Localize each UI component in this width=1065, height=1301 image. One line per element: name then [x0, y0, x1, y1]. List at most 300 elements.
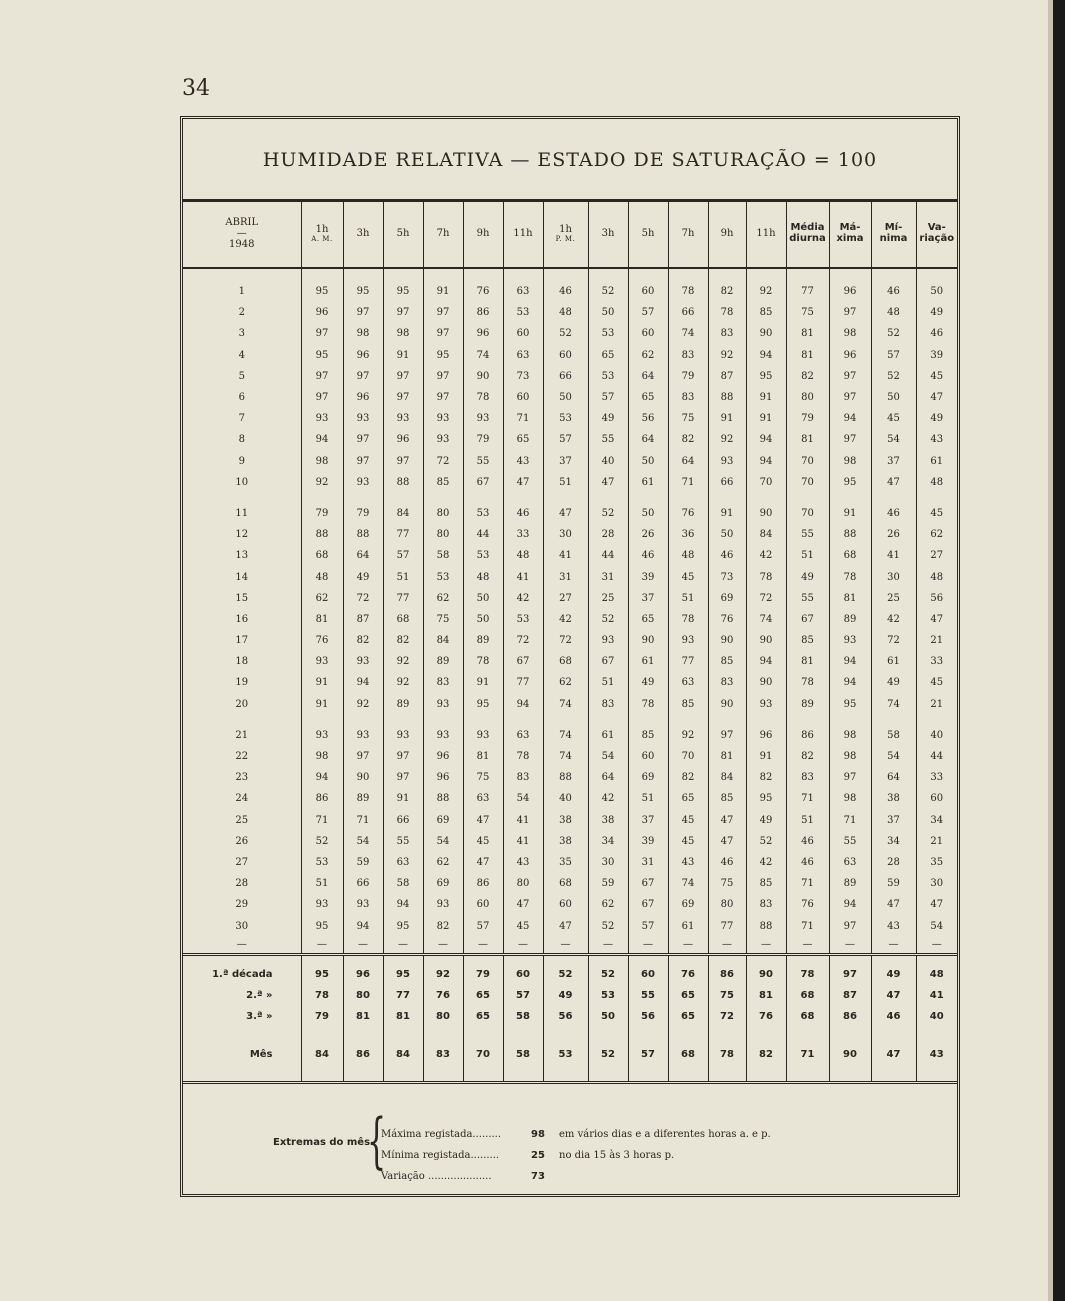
- maxima-header: [829, 199, 871, 268]
- gap-cell: [463, 493, 503, 503]
- value-cell: 37: [871, 810, 916, 831]
- value-cell: 57: [871, 345, 916, 366]
- gap-cell: [423, 493, 463, 503]
- value-cell: 93: [343, 651, 383, 672]
- value-cell: 98: [383, 323, 423, 344]
- gap-cell: [423, 1027, 463, 1035]
- value-cell: 53: [301, 852, 343, 873]
- summary-value: 57: [628, 1035, 668, 1083]
- hour-label: 9h: [476, 227, 490, 239]
- value-cell: 77: [383, 524, 423, 545]
- value-cell: 41: [503, 831, 543, 852]
- value-cell: 75: [668, 408, 708, 429]
- value-cell: 53: [543, 408, 588, 429]
- day-cell: 16: [235, 613, 249, 625]
- value-cell: 84: [423, 630, 463, 651]
- value-cell: 64: [668, 451, 708, 472]
- hour-label: 3h: [356, 227, 370, 239]
- value-cell: 45: [916, 503, 957, 524]
- value-cell: 43: [503, 852, 543, 873]
- humidity-table: [183, 199, 957, 1084]
- gap-cell: [628, 715, 668, 725]
- summary-value: 41: [916, 985, 957, 1006]
- value-cell: 93: [423, 894, 463, 915]
- value-cell: 91: [829, 503, 871, 524]
- scan-border: [1053, 0, 1065, 1301]
- dash-cell: —: [871, 937, 916, 955]
- summary-value: 71: [786, 1035, 829, 1083]
- value-cell: 95: [746, 366, 786, 387]
- value-cell: 95: [301, 268, 343, 302]
- gap-cell: [503, 493, 543, 503]
- value-cell: 90: [746, 503, 786, 524]
- value-cell: 91: [463, 672, 503, 693]
- gap-cell: [668, 493, 708, 503]
- table-row: [183, 566, 957, 587]
- value-cell: 93: [343, 894, 383, 915]
- value-cell: 94: [343, 915, 383, 936]
- value-cell: 91: [746, 387, 786, 408]
- value-cell: 53: [503, 609, 543, 630]
- value-cell: 42: [871, 609, 916, 630]
- value-cell: 67: [588, 651, 628, 672]
- gap-cell: [301, 1027, 343, 1035]
- value-cell: 45: [871, 408, 916, 429]
- value-cell: 90: [746, 672, 786, 693]
- summary-value: 47: [871, 1035, 916, 1083]
- table-row: [183, 609, 957, 630]
- value-cell: 46: [916, 323, 957, 344]
- value-cell: 82: [746, 767, 786, 788]
- value-cell: 72: [343, 588, 383, 609]
- dash-cell: —: [668, 937, 708, 955]
- day-cell: 9: [238, 455, 245, 467]
- value-cell: 21: [916, 831, 957, 852]
- hour-header: [588, 199, 628, 268]
- value-cell: 97: [829, 915, 871, 936]
- gap-cell: [503, 715, 543, 725]
- month-header: [183, 199, 301, 268]
- value-cell: 74: [543, 694, 588, 715]
- value-cell: 85: [786, 630, 829, 651]
- value-cell: 77: [503, 672, 543, 693]
- value-cell: 64: [343, 545, 383, 566]
- gap-cell: [343, 715, 383, 725]
- value-cell: 52: [871, 366, 916, 387]
- gap-cell: [301, 715, 343, 725]
- value-cell: 97: [301, 323, 343, 344]
- value-cell: 63: [503, 268, 543, 302]
- value-cell: 46: [628, 545, 668, 566]
- value-cell: 58: [871, 725, 916, 746]
- value-cell: 82: [786, 746, 829, 767]
- dash-cell: —: [628, 937, 668, 955]
- value-cell: 28: [871, 852, 916, 873]
- value-cell: 83: [708, 672, 746, 693]
- value-cell: 95: [463, 694, 503, 715]
- value-cell: 81: [786, 651, 829, 672]
- value-cell: 88: [543, 767, 588, 788]
- value-cell: 78: [668, 268, 708, 302]
- value-cell: 50: [628, 503, 668, 524]
- value-cell: 79: [463, 429, 503, 450]
- value-cell: 93: [423, 429, 463, 450]
- gap-cell: [301, 493, 343, 503]
- extreme-key: Variação ....................: [381, 1171, 492, 1182]
- value-cell: 93: [343, 725, 383, 746]
- value-cell: 40: [588, 451, 628, 472]
- value-cell: 83: [588, 694, 628, 715]
- value-cell: 38: [543, 831, 588, 852]
- value-cell: 77: [786, 268, 829, 302]
- summary-value: 46: [871, 1006, 916, 1027]
- day-cell: 30: [235, 920, 249, 932]
- table-row: [183, 524, 957, 545]
- value-cell: 94: [829, 651, 871, 672]
- value-cell: 68: [543, 651, 588, 672]
- summary-value: 72: [708, 1006, 746, 1027]
- summary-value: 76: [746, 1006, 786, 1027]
- maxima-label-2: xima: [836, 233, 864, 244]
- dash-cell: —: [383, 937, 423, 955]
- value-cell: 52: [871, 323, 916, 344]
- day-cell: 3: [238, 328, 245, 340]
- value-cell: 85: [708, 788, 746, 809]
- value-cell: 98: [343, 323, 383, 344]
- summary-value: 79: [463, 954, 503, 985]
- value-cell: 96: [829, 345, 871, 366]
- value-cell: 91: [708, 408, 746, 429]
- value-cell: 83: [668, 345, 708, 366]
- value-cell: 48: [916, 472, 957, 493]
- value-cell: 86: [463, 873, 503, 894]
- hour-label: 7h: [681, 227, 695, 239]
- hour-label: 5h: [641, 227, 655, 239]
- value-cell: 97: [343, 451, 383, 472]
- gap-cell: [588, 1027, 628, 1035]
- dash-row: [183, 937, 957, 955]
- day-cell: 22: [235, 751, 249, 763]
- value-cell: 61: [668, 915, 708, 936]
- value-cell: 71: [301, 810, 343, 831]
- value-cell: 96: [463, 323, 503, 344]
- value-cell: 97: [423, 387, 463, 408]
- value-cell: 66: [543, 366, 588, 387]
- value-cell: 46: [503, 503, 543, 524]
- value-cell: 97: [829, 767, 871, 788]
- summary-value: 65: [463, 1006, 503, 1027]
- value-cell: 46: [871, 268, 916, 302]
- value-cell: 98: [829, 788, 871, 809]
- value-cell: 47: [708, 810, 746, 831]
- value-cell: 63: [503, 345, 543, 366]
- value-cell: 84: [746, 524, 786, 545]
- value-cell: 87: [343, 609, 383, 630]
- gap-cell: [463, 715, 503, 725]
- day-cell: 20: [235, 698, 249, 710]
- value-cell: 90: [746, 630, 786, 651]
- value-cell: 92: [383, 651, 423, 672]
- value-cell: 41: [503, 810, 543, 831]
- value-cell: 53: [423, 566, 463, 587]
- value-cell: 52: [746, 831, 786, 852]
- summary-value: 53: [543, 1035, 588, 1083]
- value-cell: 25: [588, 588, 628, 609]
- value-cell: 50: [463, 588, 503, 609]
- extreme-value: 25: [531, 1150, 545, 1161]
- value-cell: 45: [668, 810, 708, 831]
- value-cell: 82: [343, 630, 383, 651]
- value-cell: 78: [628, 694, 668, 715]
- value-cell: 97: [829, 429, 871, 450]
- value-cell: 78: [463, 387, 503, 408]
- extreme-detail: em vários dias e a diferentes horas a. e p.: [559, 1129, 771, 1140]
- value-cell: 93: [668, 630, 708, 651]
- summary-value: 43: [916, 1035, 957, 1083]
- hour-header: [543, 199, 588, 268]
- value-cell: 87: [708, 366, 746, 387]
- variacao-label-2: riação: [919, 233, 955, 244]
- summary-value: 78: [301, 985, 343, 1006]
- value-cell: 31: [543, 566, 588, 587]
- value-cell: 76: [463, 268, 503, 302]
- value-cell: 97: [829, 302, 871, 323]
- value-cell: 45: [668, 566, 708, 587]
- value-cell: 85: [746, 302, 786, 323]
- value-cell: 95: [423, 345, 463, 366]
- value-cell: 47: [916, 387, 957, 408]
- value-cell: 67: [786, 609, 829, 630]
- value-cell: 91: [708, 503, 746, 524]
- hour-header: [343, 199, 383, 268]
- value-cell: 43: [871, 915, 916, 936]
- value-cell: 91: [301, 672, 343, 693]
- value-cell: 37: [628, 588, 668, 609]
- value-cell: 79: [668, 366, 708, 387]
- value-cell: 21: [916, 630, 957, 651]
- value-cell: 54: [343, 831, 383, 852]
- value-cell: 56: [628, 408, 668, 429]
- value-cell: 46: [786, 831, 829, 852]
- value-cell: 71: [503, 408, 543, 429]
- summary-value: 48: [916, 954, 957, 985]
- gap-cell: [829, 715, 871, 725]
- value-cell: 83: [708, 323, 746, 344]
- value-cell: 37: [543, 451, 588, 472]
- table-row: [183, 366, 957, 387]
- value-cell: 41: [543, 545, 588, 566]
- value-cell: 97: [383, 387, 423, 408]
- summary-value: 80: [423, 1006, 463, 1027]
- value-cell: 43: [503, 451, 543, 472]
- value-cell: 81: [786, 323, 829, 344]
- value-cell: 92: [301, 472, 343, 493]
- value-cell: 78: [708, 302, 746, 323]
- day-cell: 11: [235, 507, 249, 519]
- dash-cell: —: [423, 937, 463, 955]
- value-cell: 78: [829, 566, 871, 587]
- value-cell: 94: [829, 894, 871, 915]
- summary-value: 58: [503, 1006, 543, 1027]
- hour-header: [628, 199, 668, 268]
- value-cell: 85: [628, 725, 668, 746]
- value-cell: 94: [383, 894, 423, 915]
- summary-value: 60: [628, 954, 668, 985]
- value-cell: 47: [503, 894, 543, 915]
- summary-value: 81: [343, 1006, 383, 1027]
- value-cell: 97: [383, 767, 423, 788]
- row-gap: [183, 493, 957, 503]
- value-cell: 90: [708, 630, 746, 651]
- gap-cell: [668, 715, 708, 725]
- value-cell: 51: [786, 545, 829, 566]
- row-gap: [183, 1027, 957, 1035]
- value-cell: 82: [786, 366, 829, 387]
- value-cell: 60: [628, 323, 668, 344]
- value-cell: 64: [628, 429, 668, 450]
- value-cell: 97: [343, 429, 383, 450]
- value-cell: 90: [628, 630, 668, 651]
- hour-header: [668, 199, 708, 268]
- value-cell: 57: [588, 387, 628, 408]
- table-row: [183, 545, 957, 566]
- gap-cell: [786, 1027, 829, 1035]
- value-cell: 55: [829, 831, 871, 852]
- day-cell: 19: [235, 677, 249, 689]
- day-cell: 8: [238, 434, 245, 446]
- value-cell: 35: [916, 852, 957, 873]
- value-cell: 80: [423, 503, 463, 524]
- gap-cell: [588, 493, 628, 503]
- table-row: [183, 831, 957, 852]
- dash-cell: —: [463, 937, 503, 955]
- value-cell: 96: [383, 429, 423, 450]
- value-cell: 93: [423, 408, 463, 429]
- dash-cell: —: [916, 937, 957, 955]
- dash-cell: —: [708, 937, 746, 955]
- dash-cell: —: [343, 937, 383, 955]
- value-cell: 45: [916, 672, 957, 693]
- hour-header: [503, 199, 543, 268]
- value-cell: 55: [383, 831, 423, 852]
- value-cell: 68: [301, 545, 343, 566]
- value-cell: 98: [829, 746, 871, 767]
- value-cell: 39: [628, 831, 668, 852]
- value-cell: 38: [543, 810, 588, 831]
- table-row: [183, 852, 957, 873]
- year-label: 1948: [229, 238, 255, 250]
- value-cell: 47: [708, 831, 746, 852]
- value-cell: 51: [786, 810, 829, 831]
- table-row: [183, 725, 957, 746]
- value-cell: 61: [628, 472, 668, 493]
- value-cell: 94: [301, 429, 343, 450]
- value-cell: 66: [708, 472, 746, 493]
- summary-value: 84: [301, 1035, 343, 1083]
- value-cell: 67: [628, 894, 668, 915]
- value-cell: 88: [383, 472, 423, 493]
- value-cell: 57: [383, 545, 423, 566]
- value-cell: 39: [628, 566, 668, 587]
- value-cell: 30: [871, 566, 916, 587]
- value-cell: 98: [301, 451, 343, 472]
- value-cell: 81: [463, 746, 503, 767]
- value-cell: 93: [301, 894, 343, 915]
- value-cell: 45: [463, 831, 503, 852]
- value-cell: 94: [746, 451, 786, 472]
- dash-cell: —: [236, 939, 247, 951]
- day-cell: 2: [238, 307, 245, 319]
- value-cell: 52: [588, 268, 628, 302]
- header-row: [183, 199, 957, 268]
- value-cell: 55: [786, 524, 829, 545]
- extreme-value: 98: [531, 1129, 545, 1140]
- value-cell: 57: [543, 429, 588, 450]
- value-cell: 94: [343, 672, 383, 693]
- value-cell: 93: [301, 408, 343, 429]
- value-cell: 44: [916, 746, 957, 767]
- value-cell: 48: [871, 302, 916, 323]
- hour-label: 9h: [720, 227, 734, 239]
- value-cell: 63: [668, 672, 708, 693]
- value-cell: 52: [588, 609, 628, 630]
- value-cell: 89: [423, 651, 463, 672]
- summary-value: 87: [829, 985, 871, 1006]
- extreme-value: 73: [531, 1171, 545, 1182]
- value-cell: 73: [708, 566, 746, 587]
- value-cell: 55: [588, 429, 628, 450]
- value-cell: 70: [786, 451, 829, 472]
- value-cell: 54: [871, 746, 916, 767]
- value-cell: 88: [301, 524, 343, 545]
- value-cell: 48: [668, 545, 708, 566]
- value-cell: 77: [668, 651, 708, 672]
- table-row: [183, 268, 957, 302]
- value-cell: 80: [786, 387, 829, 408]
- extremes-section: [183, 1106, 957, 1189]
- value-cell: 51: [668, 588, 708, 609]
- value-cell: 93: [301, 725, 343, 746]
- gap-cell: [786, 715, 829, 725]
- value-cell: 93: [829, 630, 871, 651]
- gap-cell: [786, 493, 829, 503]
- summary-value: 52: [588, 954, 628, 985]
- summary-value: 55: [628, 985, 668, 1006]
- value-cell: 97: [343, 302, 383, 323]
- value-cell: 65: [503, 429, 543, 450]
- value-cell: 76: [668, 503, 708, 524]
- gap-cell: [916, 715, 957, 725]
- value-cell: 61: [588, 725, 628, 746]
- value-cell: 90: [463, 366, 503, 387]
- extreme-row-min: [381, 1150, 674, 1161]
- day-cell: 1: [238, 286, 245, 298]
- value-cell: 69: [628, 767, 668, 788]
- day-cell: 10: [235, 476, 249, 488]
- value-cell: 85: [708, 651, 746, 672]
- summary-value: 70: [463, 1035, 503, 1083]
- value-cell: 61: [916, 451, 957, 472]
- value-cell: 57: [628, 302, 668, 323]
- value-cell: 69: [423, 810, 463, 831]
- media-label-1: Média: [790, 222, 825, 233]
- value-cell: 49: [916, 302, 957, 323]
- summary-value: 49: [871, 954, 916, 985]
- day-cell: 14: [235, 571, 249, 583]
- value-cell: 82: [708, 268, 746, 302]
- value-cell: 62: [628, 345, 668, 366]
- gap-cell: [871, 1027, 916, 1035]
